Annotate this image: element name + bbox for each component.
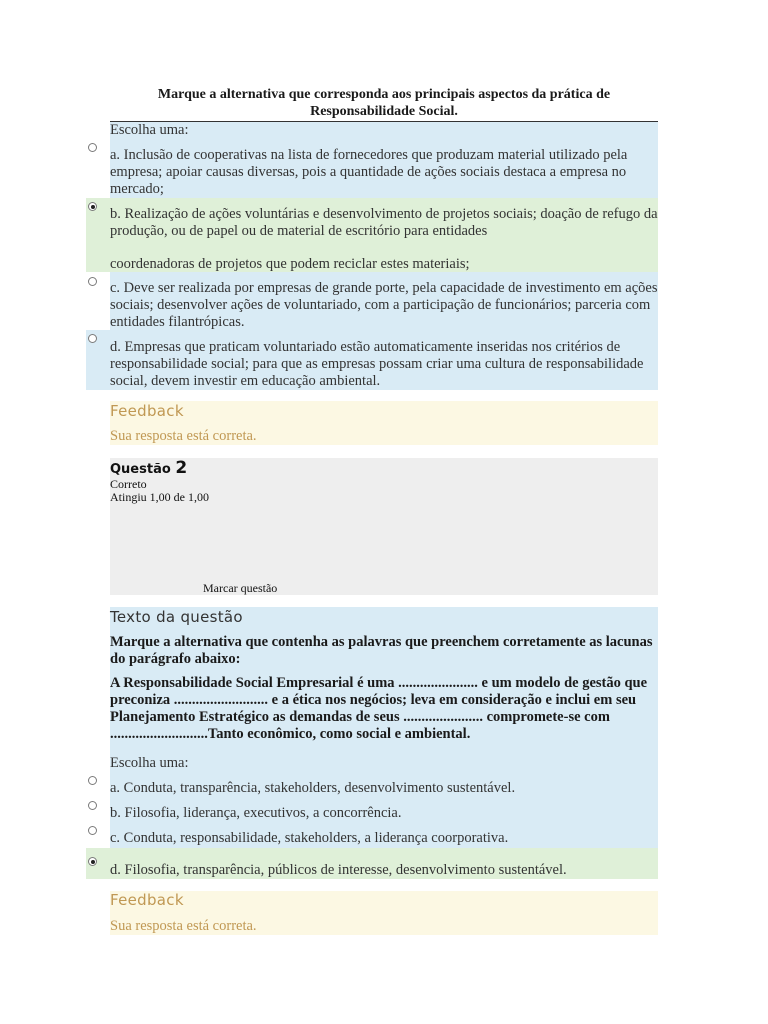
q2-option-d-text[interactable]: d. Filosofia, transparência, públicos de interesse, desenvolvimento sustentável.: [110, 862, 567, 878]
q1-option-a-radio[interactable]: [88, 143, 97, 152]
q2-option-b-text[interactable]: b. Filosofia, liderança, executivos, a concorrência.: [110, 805, 402, 821]
question-number-value: 2: [175, 458, 188, 478]
question-1-title: Marque a alternativa que corresponda aos principais aspectos da prática de Responsabilidade Social.: [157, 87, 611, 119]
q2-option-b-radio[interactable]: [88, 801, 97, 810]
q1-feedback-text: Sua resposta está correta.: [110, 428, 257, 444]
q1-option-d-text[interactable]: d. Empresas que praticam voluntariado estão automaticamente inseridas nos critérios de responsabilidade social; para que as empresas possam criar uma cultura de responsabilidade social, devem investir em educação ambiental.: [110, 339, 644, 389]
q2-instruction: Marque a alternativa que contenha as palavras que preenchem corretamente as lacunas do parágrafo abaixo:: [110, 634, 653, 667]
q2-option-a-text[interactable]: a. Conduta, transparência, stakeholders, desenvolvimento sustentável.: [110, 780, 516, 796]
q2-paragraph: A Responsabilidade Social Empresarial é uma ...................... e um modelo de gestão que preconiza .......................... e a ética nos negócios; leva em consideração e inclui em seu Planejamento Estratégico as demandas de seus ...................... compromete-se com ...........................Tanto econômico, como social e ambiental.: [110, 675, 648, 742]
question-2-info-panel: [110, 458, 658, 595]
q1-option-c-text[interactable]: c. Deve ser realizada por empresas de grande porte, pela capacidade de investimento em ações sociais; desenvolver ações de voluntariado, com a participação de funcionários; parceria com entidades filantrópicas.: [110, 280, 658, 330]
q1-option-b-text[interactable]: b. Realização de ações voluntárias e desenvolvimento de projetos sociais; doação de refugo da produção, ou de papel ou de material de escritório para entidades: [110, 206, 658, 239]
q1-option-a-text[interactable]: a. Inclusão de cooperativas na lista de fornecedores que produzam material utilizado pela empresa; apoiar causas diversas, pois a quantidade de ações sociais destaca a empresa no mercado;: [110, 147, 628, 197]
q1-option-d-radio[interactable]: [88, 334, 97, 343]
q2-option-c-radio[interactable]: [88, 826, 97, 835]
question-label: Questão: [110, 462, 171, 477]
q1-option-c-radio[interactable]: [88, 277, 97, 286]
q2-option-a-radio[interactable]: [88, 776, 97, 785]
q2-option-d-radio[interactable]: [88, 857, 97, 866]
question-number: [110, 458, 187, 478]
question-grade: Atingiu 1,00 de 1,00: [110, 490, 209, 504]
q1-feedback-title: Feedback: [110, 402, 184, 420]
q2-feedback-text: Sua resposta está correta.: [110, 918, 257, 934]
question-status: Correto: [110, 477, 147, 491]
q2-section-title: Texto da questão: [110, 608, 243, 626]
flag-question-link[interactable]: Marcar questão: [203, 581, 278, 595]
q1-option-b-text-continued[interactable]: coordenadoras de projetos que podem reciclar estes materiais;: [110, 256, 470, 272]
q1-choose-prompt: Escolha uma:: [110, 122, 189, 138]
q2-choose-prompt: Escolha uma:: [110, 755, 189, 771]
q2-feedback-title: Feedback: [110, 891, 184, 909]
q1-option-b-radio[interactable]: [88, 202, 97, 211]
q2-option-c-text[interactable]: c. Conduta, responsabilidade, stakeholders, a liderança coorporativa.: [110, 830, 509, 846]
